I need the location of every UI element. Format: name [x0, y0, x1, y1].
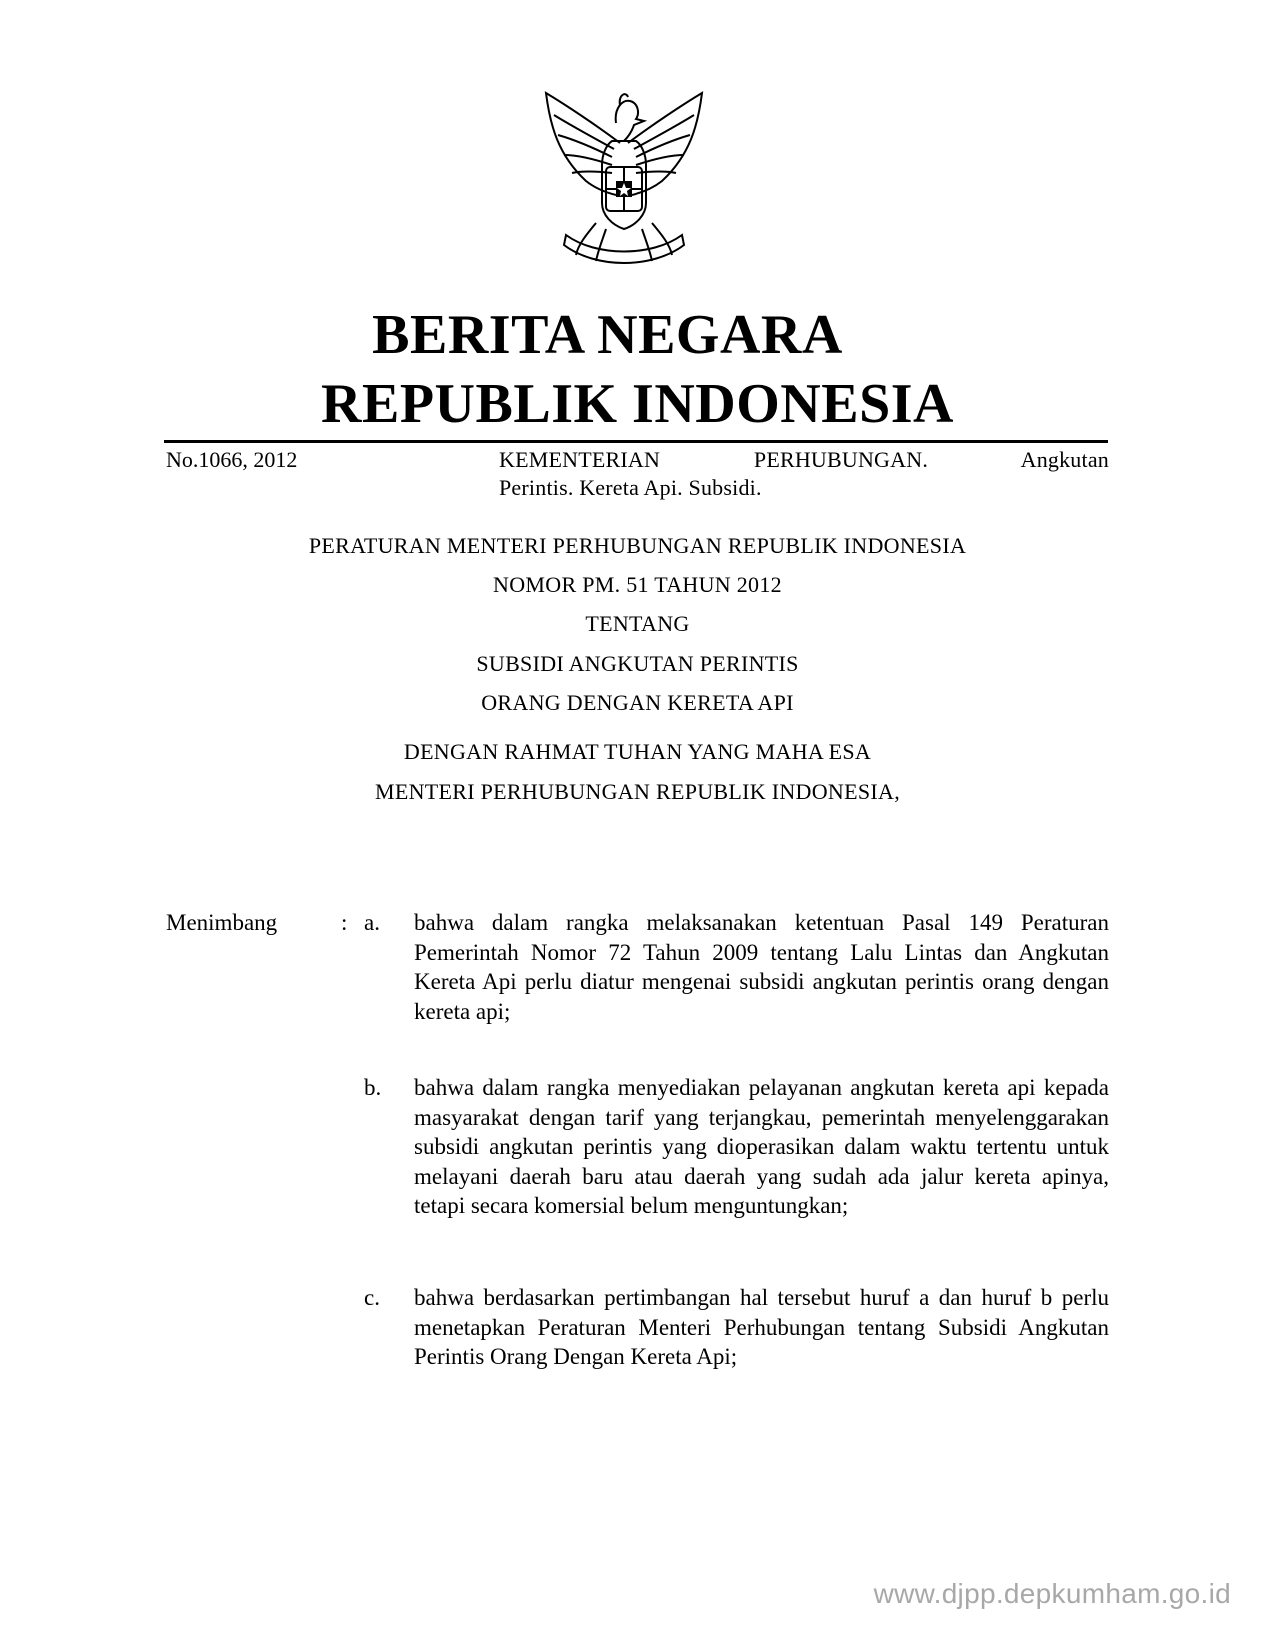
issue-number: No.1066, 2012 — [166, 447, 298, 472]
issue-subject-line2: Perintis. Kereta Api. Subsidi. — [499, 475, 762, 500]
consideration-text: bahwa dalam rangka menyediakan pelayanan angkutan kereta api kepada masyarakat dengan tarif yang terjangkau, pemerintah menyelenggarakan subsidi angkutan perintis yang dioperasikan dalam waktu tertentu untuk melayani daerah baru atau daerah yang sudah ada jalur kereta apinya, tetapi secara komersial belum menguntungkan; — [414, 1075, 1109, 1218]
consideration-letter: b. — [364, 1075, 382, 1100]
regulation-title-line2: ORANG DENGAN KERETA API — [481, 690, 794, 715]
consideration-text: bahwa dalam rangka melaksanakan ketentuan Pasal 149 Peraturan Pemerintah Nomor 72 Tahun 2009 tentang Lalu Lintas dan Angkutan Kereta Api perlu diatur mengenai subsidi angkutan perintis orang dengan kereta api; — [414, 910, 1109, 1024]
consideration-letter: a. — [364, 910, 380, 935]
regulation-heading: PERATURAN MENTERI PERHUBUNGAN REPUBLIK INDONESIA — [308, 533, 967, 558]
consideration-text: bahwa berdasarkan pertimbangan hal tersebut huruf a dan huruf b perlu menetapkan Peraturan Menteri Perhubungan tentang Subsidi Angkutan Perintis Orang Dengan Kereta Api; — [414, 1285, 1109, 1369]
garuda-emblem-icon — [536, 85, 712, 275]
regulation-title-line1: SUBSIDI ANGKUTAN PERINTIS — [476, 651, 799, 676]
masthead-title-line2: REPUBLIK INDONESIA — [321, 373, 954, 435]
consideration-letter: c. — [364, 1285, 380, 1310]
authority: MENTERI PERHUBUNGAN REPUBLIK INDONESIA, — [374, 779, 901, 804]
menimbang-label: Menimbang — [166, 910, 278, 935]
masthead-title-line1: BERITA NEGARA — [372, 304, 843, 366]
issue-subject — [499, 446, 1109, 502]
issue-subject-line1: KEMENTERIAN PERHUBUNGAN. Angkutan — [499, 447, 1109, 472]
masthead-divider — [164, 440, 1108, 443]
regulation-about: TENTANG — [585, 611, 690, 636]
menimbang-colon: : — [341, 910, 348, 935]
invocation: DENGAN RAHMAT TUHAN YANG MAHA ESA — [403, 739, 872, 764]
regulation-number: NOMOR PM. 51 TAHUN 2012 — [493, 572, 782, 597]
watermark-url: www.djpp.depkumham.go.id — [873, 1578, 1231, 1609]
